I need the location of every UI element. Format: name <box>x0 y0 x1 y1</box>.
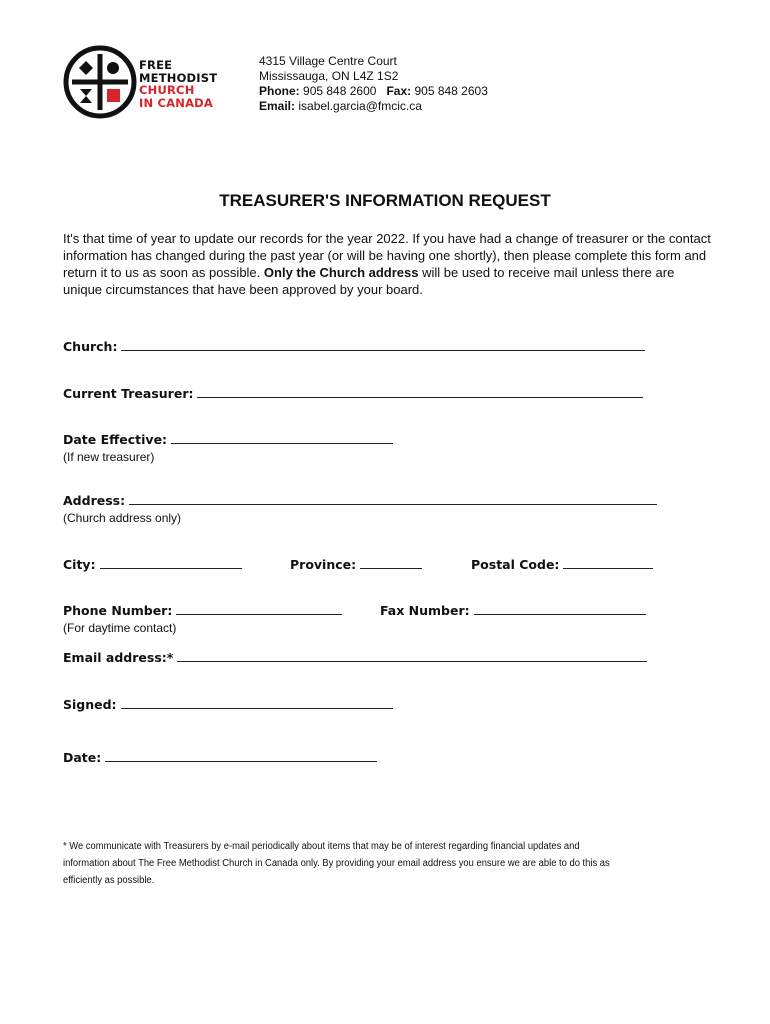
phone-number-label: Phone Number: <box>63 603 173 618</box>
church-line[interactable] <box>121 340 645 351</box>
treasurer-line[interactable] <box>197 387 643 398</box>
postal-code-line[interactable] <box>563 558 653 569</box>
phone-fax-line <box>259 84 488 99</box>
date-label: Date: <box>63 750 102 765</box>
date-line[interactable] <box>105 751 377 762</box>
province-label: Province: <box>290 557 357 572</box>
date-effective-field[interactable] <box>63 432 393 447</box>
email-field[interactable] <box>63 650 647 665</box>
email-label: Email: <box>259 99 296 113</box>
city-label: City: <box>63 557 96 572</box>
date-effective-label: Date Effective: <box>63 432 168 447</box>
org-name <box>139 59 217 109</box>
postal-code-label: Postal Code: <box>471 557 560 572</box>
footnote: * We communicate with Treasurers by e-mail periodically about items that may be of interest regarding financial updates and information about The Free Methodist Church in Canada only. By providing your email address you ensure we are able to do this as efficiently as possible. <box>63 841 610 886</box>
fax-number-line[interactable] <box>474 604 646 615</box>
org-line-2: METHODIST <box>139 70 218 85</box>
church-logo <box>62 44 138 120</box>
city-field[interactable] <box>63 557 242 572</box>
phone-value: 905 848 2600 <box>303 84 377 98</box>
org-line-1: FREE <box>139 58 173 72</box>
church-field[interactable] <box>63 339 645 354</box>
church-label: Church: <box>63 339 118 354</box>
city-line: Mississauga, ON L4Z 1S2 <box>259 69 399 83</box>
province-line[interactable] <box>360 558 422 569</box>
email-value: isabel.garcia@fmcic.ca <box>298 99 422 113</box>
signed-line[interactable] <box>121 698 393 709</box>
fax-label: Fax: <box>386 84 412 98</box>
date-field[interactable] <box>63 750 377 765</box>
street: 4315 Village Centre Court <box>259 54 397 68</box>
address-field[interactable] <box>63 493 657 508</box>
address-line[interactable] <box>129 494 657 505</box>
intro-text-1: It's that time of year to update our records for the year 2022. If you have had a change of treasurer or the contact information has changed during the past year (or will be having one shortly), then please complete this form and return it to us as soon as possible. <box>63 231 711 280</box>
org-line-3: CHURCH <box>139 83 195 97</box>
treasurer-field[interactable] <box>63 386 643 401</box>
email-address-line[interactable] <box>177 651 647 662</box>
address-note: (Church address only) <box>63 511 182 525</box>
treasurer-label: Current Treasurer: <box>63 386 194 401</box>
province-field[interactable] <box>290 557 422 572</box>
address-label: Address: <box>63 493 126 508</box>
fax-value: 905 848 2603 <box>414 84 488 98</box>
intro-text-2: will be used to receive mail unless there are unique circumstances that have been approved by your board. <box>63 265 675 297</box>
intro-bold: Only the Church address <box>263 265 419 280</box>
phone-note: (For daytime contact) <box>63 621 177 635</box>
phone-number-line[interactable] <box>176 604 342 615</box>
email-address-label: Email address:* <box>63 650 174 665</box>
email-line <box>259 99 488 114</box>
date-effective-note: (If new treasurer) <box>63 450 155 464</box>
fax-number-label: Fax Number: <box>380 603 470 618</box>
signed-label: Signed: <box>63 697 117 712</box>
date-effective-line[interactable] <box>171 433 393 444</box>
signed-field[interactable] <box>63 697 393 712</box>
phone-field[interactable] <box>63 603 342 618</box>
fax-field[interactable] <box>380 603 646 618</box>
intro-paragraph <box>63 230 713 298</box>
postal-code-field[interactable] <box>471 557 653 572</box>
contact-block <box>259 54 488 114</box>
phone-label: Phone: <box>259 84 300 98</box>
org-line-4: IN CANADA <box>139 95 214 110</box>
city-line[interactable] <box>100 558 242 569</box>
page-title: TREASURER'S INFORMATION REQUEST <box>219 191 551 210</box>
